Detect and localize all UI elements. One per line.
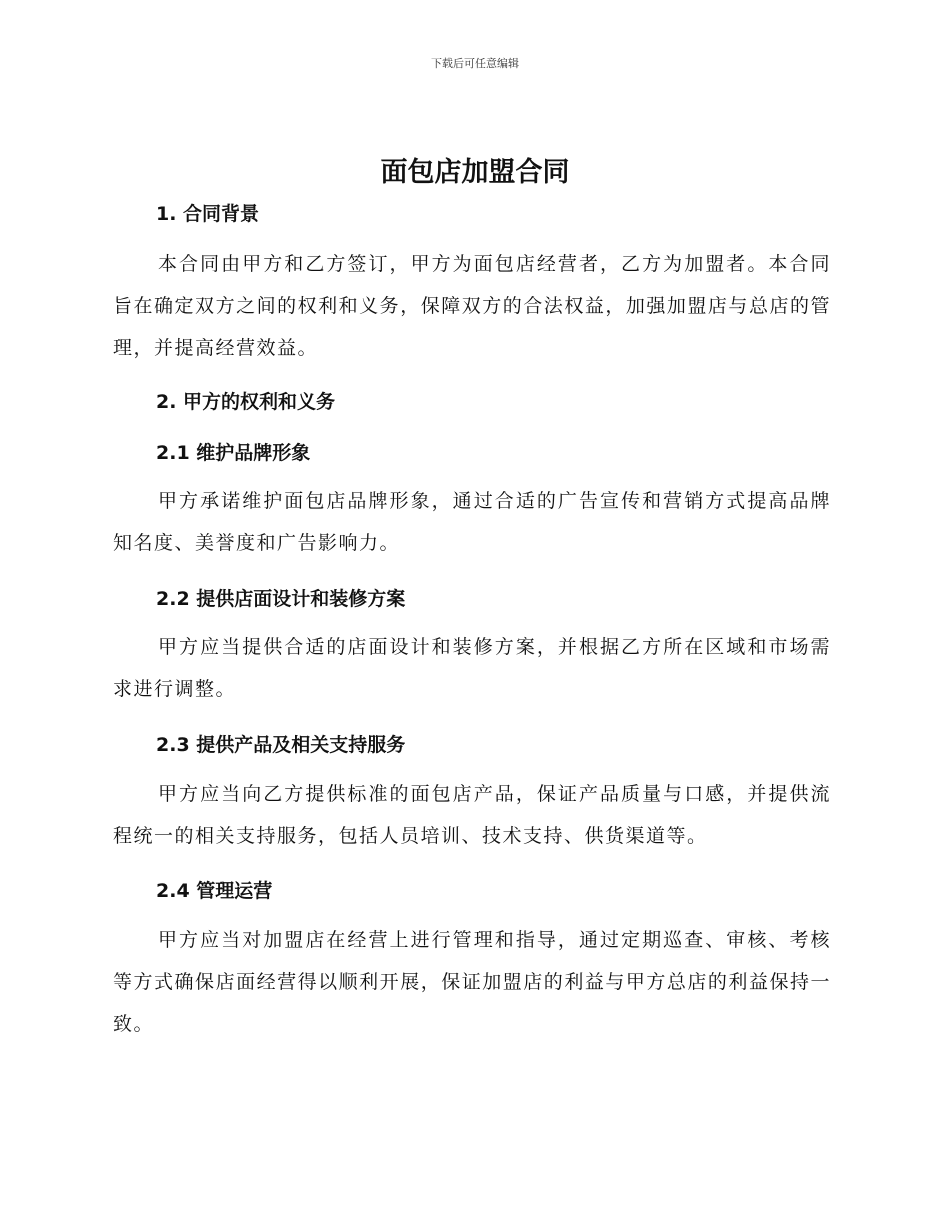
header-note: 下载后可任意编辑 <box>431 57 519 70</box>
section-heading-products-support: 2.3 提供产品及相关支持服务 <box>156 734 406 756</box>
section-text-store-design: 甲方应当提供合适的店面设计和装修方案，并根据乙方所在区域和市场需求进行调整。 <box>113 636 831 700</box>
document-title: 面包店加盟合同 <box>380 157 570 188</box>
section-text-operations-management: 甲方应当对加盟店在经营上进行管理和指导，通过定期巡查、审核、考核等方式确保店面经营得以顺利开展，保证加盟店的利益与甲方总店的利益保持一致。 <box>113 929 831 1035</box>
section-text-products-support: 甲方应当向乙方提供标准的面包店产品，保证产品质量与口感，并提供流程统一的相关支持服务，包括人员培训、技术支持、供货渠道等。 <box>113 783 831 847</box>
section-text-brand-image: 甲方承诺维护面包店品牌形象，通过合适的广告宣传和营销方式提高品牌知名度、美誉度和广告影响力。 <box>113 490 831 554</box>
section-heading-party-a-rights: 2. 甲方的权利和义务 <box>156 391 336 413</box>
section-heading-store-design: 2.2 提供店面设计和装修方案 <box>156 588 406 610</box>
section-heading-brand-image: 2.1 维护品牌形象 <box>156 442 311 464</box>
section-heading-contract-background: 1. 合同背景 <box>156 203 260 225</box>
section-text-contract-background: 本合同由甲方和乙方签订，甲方为面包店经营者，乙方为加盟者。本合同旨在确定双方之间的权利和义务，保障双方的合法权益，加强加盟店与总店的管理，并提高经营效益。 <box>113 253 831 359</box>
section-heading-operations-management: 2.4 管理运营 <box>156 880 273 902</box>
